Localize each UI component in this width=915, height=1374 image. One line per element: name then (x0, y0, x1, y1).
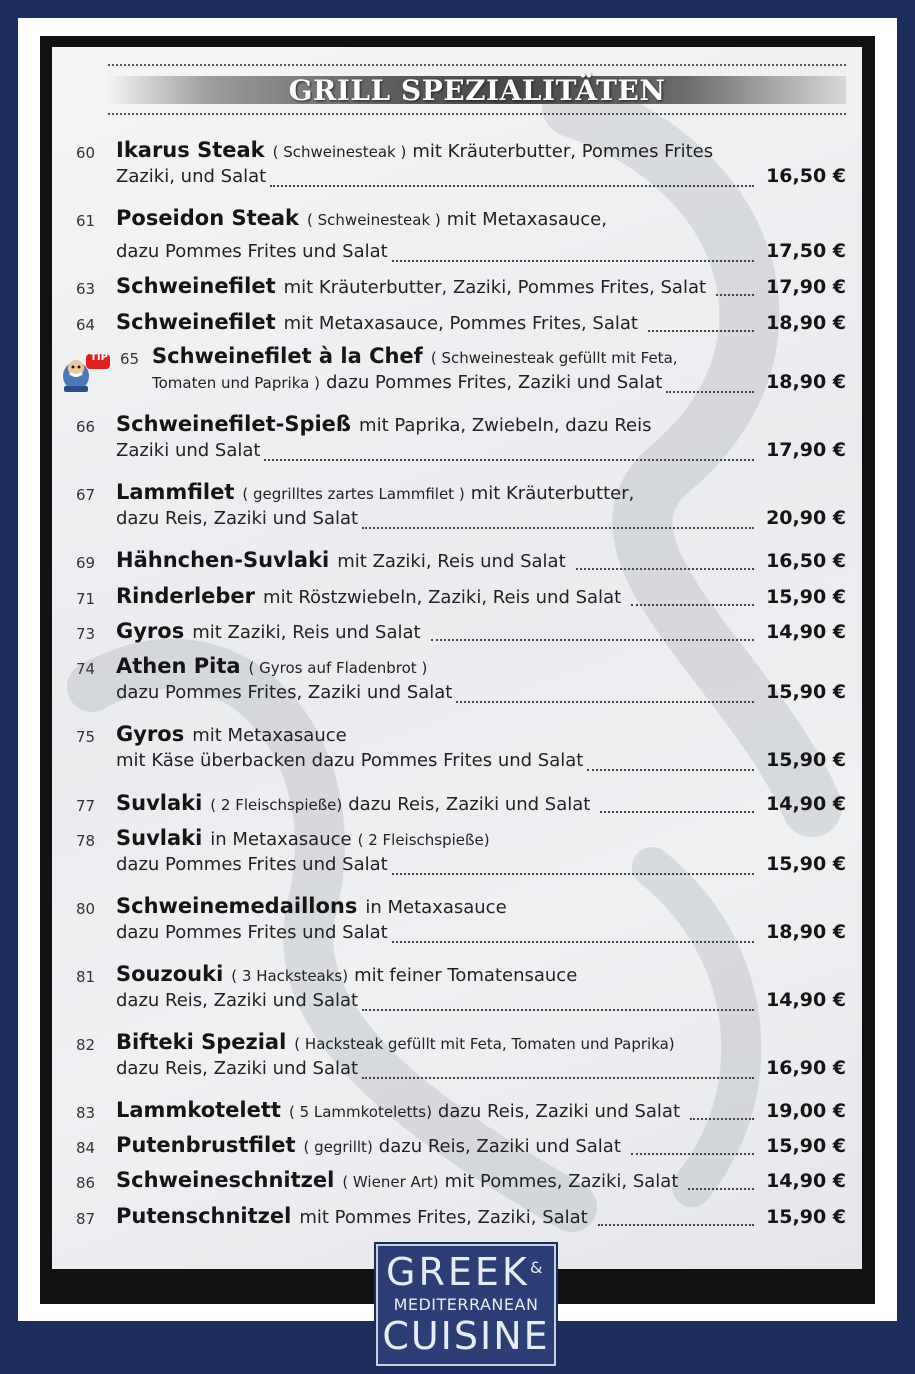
item-name: Schweinefilet (116, 274, 276, 298)
item-number: 75 (76, 728, 96, 746)
item-price: 18,90 € (766, 312, 846, 334)
item-name: Ikarus Steak (116, 138, 265, 162)
section-header (108, 64, 846, 114)
item-line-2 (116, 989, 846, 1017)
item-name: Souzouki (116, 962, 224, 986)
item-note: ( Hacksteak gefüllt mit Feta, Tomaten und Paprika) (294, 1035, 675, 1053)
item-note: ( Schweinesteak gefüllt mit Feta, (430, 349, 678, 367)
item-line-1 (116, 206, 846, 234)
item-description: mit Pommes Frites, Zaziki, Salat (299, 1207, 588, 1228)
section-title: GRILL SPEZIALITÄTEN (288, 74, 666, 107)
item-description: dazu Reis, Zaziki und Salat (437, 1101, 681, 1122)
item-description: dazu Reis, Zaziki und Salat (116, 508, 359, 529)
item-name: Rinderleber (116, 584, 256, 608)
dotted-leader (392, 260, 754, 262)
logo-cuisine: CUISINE (382, 1314, 550, 1358)
item-number: 77 (76, 797, 96, 815)
item-description: mit Zaziki, Reis und Salat (337, 551, 566, 572)
item-number: 78 (76, 832, 96, 850)
item-number: 86 (76, 1174, 96, 1192)
item-name: Lammfilet (116, 480, 235, 504)
item-description: dazu Reis, Zaziki und Salat (348, 794, 591, 815)
item-line-1 (116, 274, 846, 302)
item-number: 83 (76, 1104, 96, 1122)
menu-item (76, 1204, 846, 1232)
item-note: Tomaten und Paprika ) (152, 374, 320, 392)
dotted-leader (392, 941, 754, 943)
item-note: ( gegrillt) (303, 1138, 373, 1156)
item-description: dazu Pommes Frites und Salat (116, 241, 388, 262)
item-line-1 (116, 310, 846, 338)
menu-item (76, 962, 846, 1017)
item-note: ( 2 Fleischspieße) (210, 796, 343, 814)
item-price: 15,90 € (766, 853, 846, 875)
item-line-2 (116, 749, 846, 777)
item-price: 20,90 € (766, 507, 846, 529)
item-name: Schweinemedaillons (116, 894, 358, 918)
menu-item (76, 310, 846, 338)
menu-item (76, 274, 846, 302)
item-name: Schweinefilet-Spieß (116, 412, 352, 436)
dotted-leader (576, 568, 754, 570)
item-line-2 (116, 921, 846, 949)
item-price: 14,90 € (766, 793, 846, 815)
item-note: ( 3 Hacksteaks) (231, 967, 349, 985)
item-description: mit Paprika, Zwiebeln, dazu Reis (359, 415, 652, 436)
item-description: mit Metaxasauce, Pommes Frites, Salat (283, 313, 638, 334)
item-description: dazu Pommes Frites, Zaziki und Salat (116, 682, 453, 703)
item-line-2 (116, 165, 846, 193)
item-line-1 (116, 1168, 846, 1196)
item-number: 81 (76, 968, 96, 986)
item-description: dazu Reis, Zaziki und Salat (116, 1058, 359, 1079)
item-line-2 (116, 507, 846, 535)
menu-item (76, 412, 846, 467)
item-line-2 (152, 371, 846, 399)
item-name: Putenbrustfilet (116, 1133, 296, 1157)
item-name: Athen Pita (116, 654, 241, 678)
dotted-leader (666, 391, 754, 393)
menu-item (76, 654, 846, 709)
item-price: 16,50 € (766, 550, 846, 572)
item-number: 82 (76, 1036, 96, 1054)
item-note: ( Wiener Art) (342, 1173, 439, 1191)
dotted-leader (392, 873, 754, 875)
item-line-1 (116, 548, 846, 576)
item-description: Zaziki und Salat (116, 440, 261, 461)
item-description: mit Käse überbacken dazu Pommes Frites und Salat (116, 750, 584, 771)
menu-item (76, 894, 846, 949)
menu-item (76, 1030, 846, 1085)
item-line-2 (116, 681, 846, 709)
dotted-leader (690, 1118, 754, 1120)
dotted-leader (648, 330, 754, 332)
item-note: ( 2 Fleischspieße) (357, 831, 490, 849)
item-line-1 (116, 1098, 846, 1126)
item-description: in Metaxasauce (210, 829, 352, 850)
item-line-1 (116, 1030, 846, 1058)
item-note: ( Schweinesteak ) (307, 211, 441, 229)
item-description: mit Metaxasauce, (446, 209, 607, 230)
item-line-2 (116, 853, 846, 881)
item-name: Gyros (116, 722, 185, 746)
item-description: mit Röstzwiebeln, Zaziki, Reis und Salat (263, 587, 622, 608)
menu-item (76, 826, 846, 881)
item-number: 66 (76, 418, 96, 436)
item-note: ( Gyros auf Fladenbrot ) (248, 659, 428, 677)
dotted-leader (600, 811, 754, 813)
item-number: 65 (120, 350, 140, 368)
dotted-leader (270, 185, 754, 187)
menu-item (76, 584, 846, 612)
item-number: 87 (76, 1210, 96, 1228)
item-price: 14,90 € (766, 621, 846, 643)
dotted-leader (431, 639, 754, 641)
item-note: ( gegrilltes zartes Lammfilet ) (242, 485, 465, 503)
item-number: 61 (76, 212, 96, 230)
item-number: 67 (76, 486, 96, 504)
dotted-leader (362, 1009, 754, 1011)
dotted-leader (587, 769, 754, 771)
item-description: dazu Reis, Zaziki und Salat (116, 990, 359, 1011)
item-number: 63 (76, 280, 96, 298)
menu-item (76, 1168, 846, 1196)
item-price: 19,00 € (766, 1100, 846, 1122)
menu-item (76, 480, 846, 535)
item-name: Bifteki Spezial (116, 1030, 287, 1054)
item-description: mit Zaziki, Reis und Salat (192, 622, 421, 643)
menu-item (76, 1133, 846, 1161)
item-description: mit Kräuterbutter, Pommes Frites (412, 141, 714, 162)
dotted-leader (716, 294, 754, 296)
item-line-1 (116, 584, 846, 612)
header-dotted-rule-top (108, 64, 846, 66)
menu-item (76, 722, 846, 777)
item-description: dazu Pommes Frites, Zaziki und Salat (325, 372, 663, 393)
item-line-1 (116, 654, 846, 682)
header-dotted-rule-bottom (108, 113, 846, 115)
item-name: Gyros (116, 619, 185, 643)
item-line-1 (116, 1133, 846, 1161)
item-line-1 (116, 722, 846, 750)
item-price: 18,90 € (766, 921, 846, 943)
item-price: 14,90 € (766, 1170, 846, 1192)
item-note: ( 5 Lammkoteletts) (288, 1103, 432, 1121)
item-number: 69 (76, 554, 96, 572)
menu-item (76, 1098, 846, 1126)
logo-ampersand: & (530, 1258, 543, 1277)
dotted-leader (456, 701, 754, 703)
item-name: Schweineschnitzel (116, 1168, 335, 1192)
menu-item (76, 619, 846, 647)
item-price: 15,90 € (766, 1135, 846, 1157)
dotted-leader (598, 1224, 754, 1226)
menu-item (76, 791, 846, 819)
item-name: Suvlaki (116, 791, 203, 815)
item-price: 17,50 € (766, 240, 846, 262)
restaurant-logo (376, 1244, 556, 1366)
item-line-2 (116, 240, 846, 268)
item-line-1 (116, 1204, 846, 1232)
item-line-1 (116, 826, 846, 854)
item-number: 64 (76, 316, 96, 334)
item-description: Zaziki, und Salat (116, 166, 267, 187)
dotted-leader (264, 459, 754, 461)
item-price: 14,90 € (766, 989, 846, 1011)
item-description: dazu Pommes Frites und Salat (116, 854, 388, 875)
item-description: dazu Pommes Frites und Salat (116, 922, 388, 943)
item-price: 15,90 € (766, 1206, 846, 1228)
item-price: 16,90 € (766, 1057, 846, 1079)
item-line-1 (116, 894, 846, 922)
dotted-leader (631, 1153, 754, 1155)
item-line-1 (116, 791, 846, 819)
item-description: dazu Reis, Zaziki und Salat (378, 1136, 621, 1157)
item-price: 15,90 € (766, 586, 846, 608)
item-description: in Metaxasauce (365, 897, 507, 918)
item-price: 16,50 € (766, 165, 846, 187)
item-number: 73 (76, 625, 96, 643)
item-line-1 (116, 138, 846, 166)
item-line-2 (116, 1057, 846, 1085)
item-name: Putenschnitzel (116, 1204, 292, 1228)
item-description: mit Kräuterbutter, Zaziki, Pommes Frites, Salat (283, 277, 707, 298)
item-line-1 (116, 480, 846, 508)
menu-item (76, 344, 846, 399)
item-number: 84 (76, 1139, 96, 1157)
menu-item (76, 138, 846, 193)
item-description: mit Kräuterbutter, (470, 483, 635, 504)
dotted-leader (688, 1188, 754, 1190)
logo-greek: GREEK (386, 1250, 530, 1294)
item-number: 71 (76, 590, 96, 608)
item-name: Schweinefilet à la Chef (152, 344, 423, 368)
item-description: mit Pommes, Zaziki, Salat (444, 1171, 679, 1192)
item-price: 18,90 € (766, 371, 846, 393)
menu-item (76, 206, 846, 268)
item-description: mit feiner Tomatensauce (354, 965, 578, 986)
item-line-1 (116, 619, 846, 647)
dotted-leader (631, 604, 754, 606)
tip-label: TIP (90, 352, 108, 363)
item-price: 17,90 € (766, 276, 846, 298)
item-number: 60 (76, 144, 96, 162)
logo-mediterranean: MEDITERRANEAN (393, 1295, 539, 1314)
item-price: 15,90 € (766, 749, 846, 771)
item-number: 80 (76, 900, 96, 918)
item-line-1 (152, 344, 846, 372)
dotted-leader (362, 1077, 754, 1079)
item-name: Hähnchen-Suvlaki (116, 548, 330, 572)
item-line-1 (116, 412, 846, 440)
item-line-1 (116, 962, 846, 990)
item-description: mit Metaxasauce (192, 725, 347, 746)
item-name: Suvlaki (116, 826, 203, 850)
item-price: 17,90 € (766, 439, 846, 461)
item-name: Lammkotelett (116, 1098, 281, 1122)
item-name: Poseidon Steak (116, 206, 300, 230)
item-number: 74 (76, 660, 96, 678)
item-line-2 (116, 439, 846, 467)
menu-item (76, 548, 846, 576)
dotted-leader (362, 527, 754, 529)
item-price: 15,90 € (766, 681, 846, 703)
item-note: ( Schweinesteak ) (272, 143, 407, 161)
item-name: Schweinefilet (116, 310, 276, 334)
